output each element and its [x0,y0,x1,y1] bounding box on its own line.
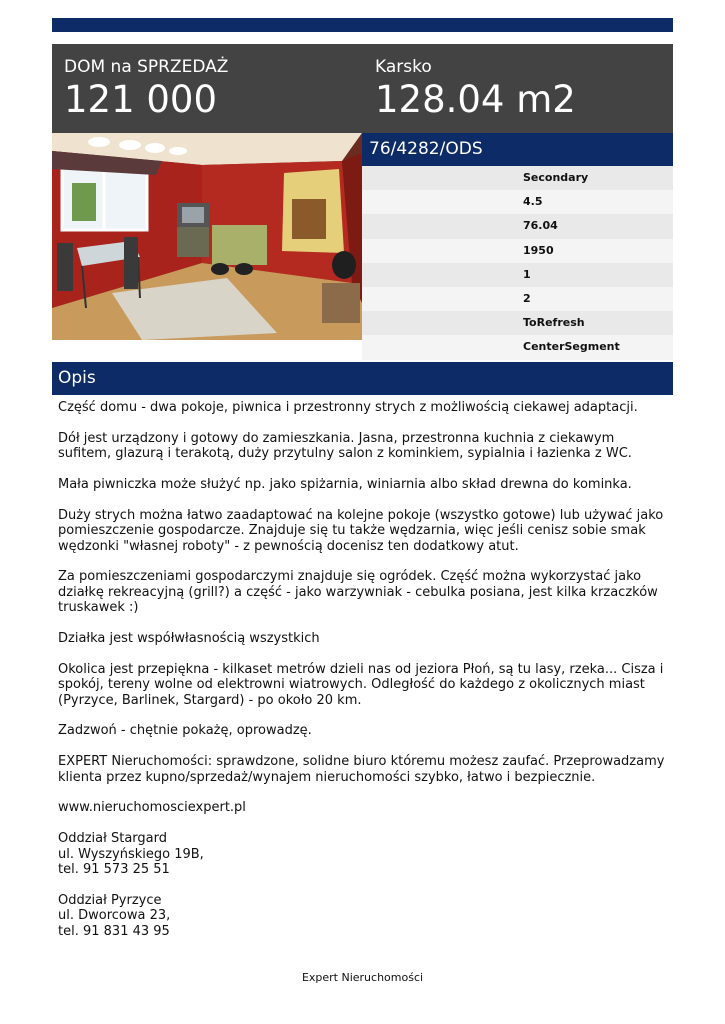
office-street: ul. Wyszyńskiego 19B, [58,846,204,862]
description-body [58,400,670,954]
description-paragraph: EXPERT Nieruchomości: sprawdzone, solidne biuro któremu możesz zaufać. Przeprowadzamy klienta przez kupno/sprzedaż/wynajem nieruchomości szybko, łatwo i bezpiecznie. [58,754,665,785]
reference-number: 76/4282/ODS [362,133,673,166]
listing-header [52,44,673,133]
description-heading: Opis [52,362,673,395]
description-paragraph: Część domu - dwa pokoje, piwnica i przestronny strych z możliwością ciekawej adaptacji. [58,400,638,415]
detail-row: 4.5 [362,190,673,214]
office-pyrzyce [58,893,670,939]
detail-row: Secondary [362,166,673,190]
detail-row: 76.04 [362,214,673,238]
detail-row: 1 [362,263,673,287]
price-value: 121 000 [64,78,218,121]
detail-row: 1950 [362,239,673,263]
details-table [362,166,673,360]
description-paragraph: Duży strych można łatwo zaadaptować na kolejne pokoje (wszystko gotowe) lub używać jako pomieszczenie gospodarcze. Znajduje się tu także wędzarnia, więc jeśli cenisz sobie smak wędzonki "własnej roboty" - z pewnością docenisz ten dodatkowy atut. [58,507,664,554]
location-label: Karsko [375,57,432,77]
description-paragraph: Okolica jest przepiękna - kilkaset metrów dzieli nas od jeziora Płoń, są tu lasy, rzeka... Cisza i spokój, tereny wolne od elektrowni wiatrowych. Odległość do każdego z okolicznych miast (Pyrzyce, Barlinek, Stargard) - po około 20 km. [58,661,664,708]
description-paragraph: Działka jest współwłasnością wszystkich [58,631,320,647]
office-name: Oddział Stargard [58,831,167,847]
description-paragraph: Dół jest urządzony i gotowy do zamieszkania. Jasna, przestronna kuchnia z ciekawym sufitem, glazurą i terakotą, duży przytulny salon z kominkiem, sypialnia i łazienka z WC. [58,430,632,462]
detail-row: CenterSegment [362,335,673,359]
page-footer: Expert Nieruchomości [301,971,424,984]
header-left [64,56,228,122]
office-phone: tel. 91 831 43 95 [58,923,170,939]
office-street: ul. Dworcowa 23, [58,908,171,924]
office-name: Oddział Pyrzyce [58,892,162,908]
description-paragraph: Zadzwoń - chętnie pokażę, oprowadzę. [58,723,312,739]
office-stargard [58,831,670,877]
website-link: www.nieruchomosciexpert.pl [58,800,246,816]
top-accent-bar [52,18,673,32]
area-value: 128.04 m2 [375,78,576,121]
office-phone: tel. 91 573 25 51 [58,862,170,878]
property-photo [52,133,362,340]
detail-row: 2 [362,287,673,311]
detail-row: ToRefresh [362,311,673,335]
property-type-label: DOM na SPRZEDAŻ [64,57,229,77]
header-right [375,56,576,122]
description-paragraph: Mała piwniczka może służyć np. jako spiżarnia, winiarnia albo skład drewna do kominka. [58,477,632,492]
room-illustration [52,133,362,340]
description-paragraph: Za pomieszczeniami gospodarczymi znajduje się ogródek. Część można wykorzystać jako działkę rekreacyjną (grill?) a część - jako warzywniak - cebulka posiana, jest kilka krzaczków truskawek :) [58,569,658,616]
